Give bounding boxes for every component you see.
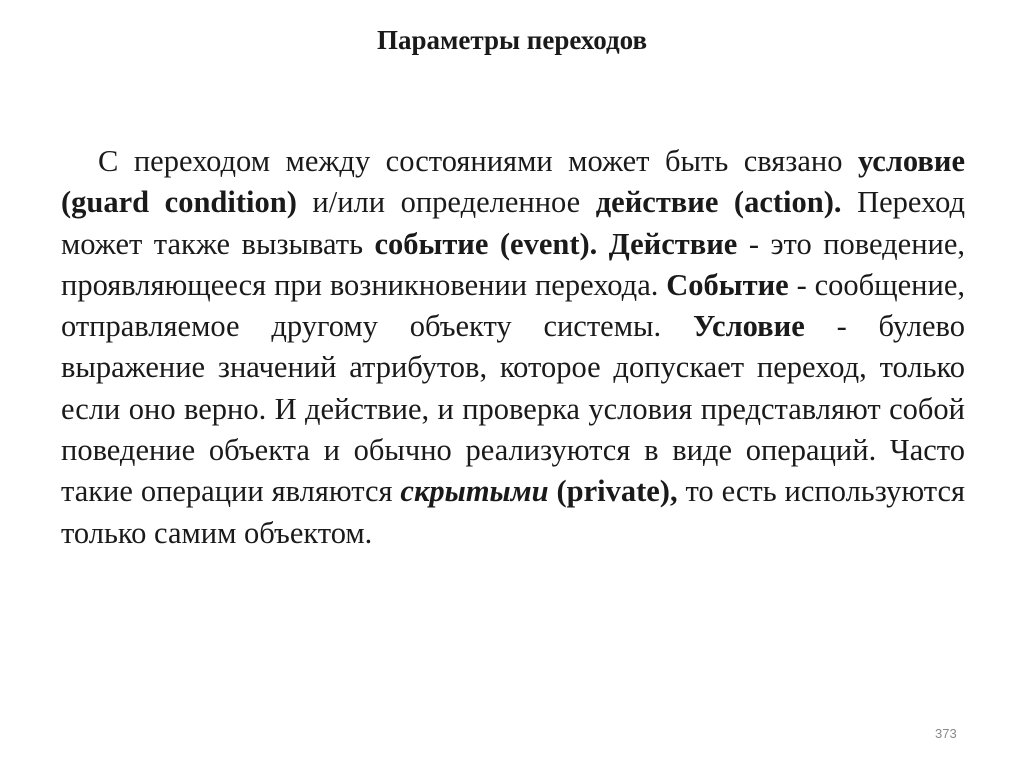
term-event-definition: Событие (666, 267, 789, 302)
term-event: событие (event). (374, 226, 598, 261)
slide-title: Параметры переходов (376, 25, 648, 56)
text-segment: Переход может также вызывать (61, 185, 965, 261)
page-number: 373 (935, 726, 957, 741)
term-condition-definition: Условие (692, 309, 805, 344)
text-segment: - сообщение, отправляемое другому объекту системы. (61, 267, 965, 344)
text-segment: то есть используются только самим объектом. (61, 474, 966, 550)
term-action-definition: Действие (608, 226, 738, 261)
text-segment (597, 227, 608, 261)
text-segment: и/или определенное (296, 185, 596, 220)
term-guard-condition: условие (guard condition) (61, 144, 965, 220)
term-hidden: скрытыми (400, 474, 549, 509)
term-action: действие (action). (595, 185, 842, 220)
text-segment: - это поведение, проявляющееся при возникновении перехода. (61, 226, 966, 302)
text-segment: С переходом между состояниями может быть связано (98, 144, 858, 178)
text-segment: - булево выражение значений атрибутов, которое допускает переход, только если оно верно. И действие, и проверка условия представляют собой поведение объекта и обычно реализуются в виде операций. Часто такие операции являются (61, 309, 965, 509)
term-private: (private), (556, 474, 678, 509)
body-paragraph (61, 141, 965, 554)
